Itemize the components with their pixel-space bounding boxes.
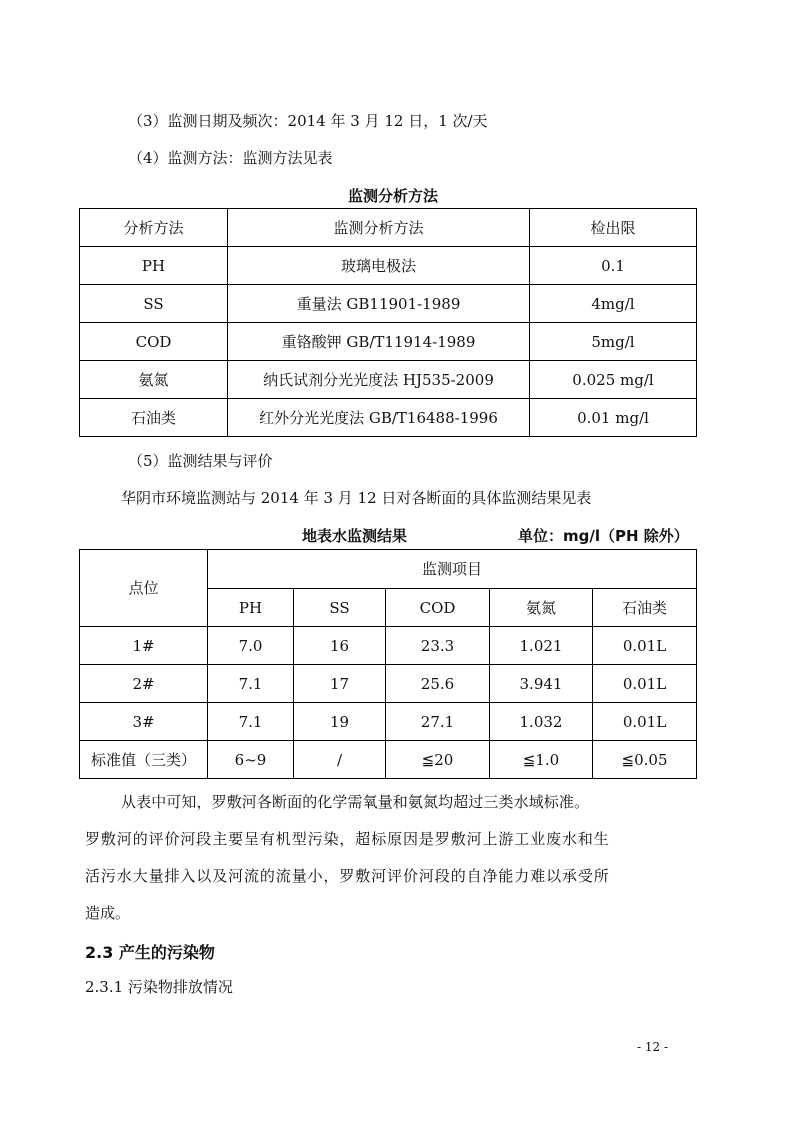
table-cell: ≦20 bbox=[386, 741, 490, 779]
table-cell: 23.3 bbox=[386, 627, 490, 665]
table-cell: 1.021 bbox=[490, 627, 593, 665]
table-cell: ≦0.05 bbox=[593, 741, 697, 779]
table-row bbox=[80, 247, 697, 285]
table-cell: 7.1 bbox=[208, 703, 294, 741]
table-cell: 4mg/l bbox=[530, 285, 697, 323]
table-cell: 红外分光光度法 GB/T16488-1996 bbox=[228, 399, 530, 437]
analysis-method-table bbox=[79, 208, 697, 437]
table-cell: COD bbox=[80, 323, 228, 361]
table-row bbox=[80, 361, 697, 399]
table-cell: 0.01L bbox=[593, 627, 697, 665]
table-cell: 玻璃电极法 bbox=[228, 247, 530, 285]
table-cell: 1.032 bbox=[490, 703, 593, 741]
table-cell: 2# bbox=[80, 665, 208, 703]
table-cell: 0.025 mg/l bbox=[530, 361, 697, 399]
table1-header: 分析方法 bbox=[80, 209, 228, 247]
table2-column-header: PH bbox=[208, 589, 294, 627]
table2-column-header: COD bbox=[386, 589, 490, 627]
table-cell: 7.0 bbox=[208, 627, 294, 665]
section-heading: 2.3 产生的污染物 bbox=[85, 943, 215, 962]
table2-column-header: 石油类 bbox=[593, 589, 697, 627]
table-cell: ≦1.0 bbox=[490, 741, 593, 779]
table-cell: 0.1 bbox=[530, 247, 697, 285]
conclusion-line: 从表中可知，罗敷河各断面的化学需氧量和氨氮均超过三类水域标准。 bbox=[121, 793, 590, 811]
table-cell: / bbox=[294, 741, 386, 779]
table-cell: 重铬酸钾 GB/T11914-1989 bbox=[228, 323, 530, 361]
table-cell: SS bbox=[80, 285, 228, 323]
table-row bbox=[80, 741, 697, 779]
table-cell: 0.01 mg/l bbox=[530, 399, 697, 437]
table-cell: 纳氏试剂分光光度法 HJ535-2009 bbox=[228, 361, 530, 399]
table-cell: 0.01L bbox=[593, 665, 697, 703]
monitoring-method-paragraph: （4）监测方法：监测方法见表 bbox=[128, 149, 333, 167]
point-header: 点位 bbox=[80, 550, 208, 627]
subsection-heading: 2.3.1 污染物排放情况 bbox=[85, 978, 233, 996]
table-cell: 3# bbox=[80, 703, 208, 741]
table-cell: 0.01L bbox=[593, 703, 697, 741]
table-cell: 1# bbox=[80, 627, 208, 665]
table-row bbox=[80, 665, 697, 703]
table-cell: 16 bbox=[294, 627, 386, 665]
table1-title: 监测分析方法 bbox=[348, 187, 439, 205]
table1-header: 检出限 bbox=[530, 209, 697, 247]
results-section-paragraph: （5）监测结果与评价 bbox=[128, 452, 273, 470]
table-row bbox=[80, 285, 697, 323]
conclusion-line: 罗敷河的评价河段主要呈有机型污染，超标原因是罗敷河上游工业废水和生 bbox=[85, 830, 610, 848]
monitoring-items-header: 监测项目 bbox=[208, 550, 697, 589]
table-cell: 7.1 bbox=[208, 665, 294, 703]
table-row bbox=[80, 627, 697, 665]
table-cell: 27.1 bbox=[386, 703, 490, 741]
table2-unit: 单位：mg/l（PH 除外） bbox=[518, 527, 689, 545]
table-cell: 5mg/l bbox=[530, 323, 697, 361]
table-cell: 19 bbox=[294, 703, 386, 741]
table-cell: 6~9 bbox=[208, 741, 294, 779]
conclusion-line: 活污水大量排入以及河流的流量小，罗敷河评价河段的自净能力难以承受所 bbox=[85, 867, 610, 885]
table2-title: 地表水监测结果 bbox=[302, 527, 408, 545]
table-cell: 标准值（三类） bbox=[80, 741, 208, 779]
results-intro-paragraph: 华阴市环境监测站与 2014 年 3 月 12 日对各断面的具体监测结果见表 bbox=[121, 489, 592, 507]
page-number: - 12 - bbox=[637, 1040, 669, 1054]
table2-column-header: SS bbox=[294, 589, 386, 627]
table-row bbox=[80, 399, 697, 437]
table-cell: 17 bbox=[294, 665, 386, 703]
table-row bbox=[80, 323, 697, 361]
table1-header: 监测分析方法 bbox=[228, 209, 530, 247]
table-cell: 25.6 bbox=[386, 665, 490, 703]
table2-column-header: 氨氮 bbox=[490, 589, 593, 627]
table-cell: 氨氮 bbox=[80, 361, 228, 399]
conclusion-line: 造成。 bbox=[85, 904, 131, 922]
table-cell: 重量法 GB11901-1989 bbox=[228, 285, 530, 323]
surface-water-results-table bbox=[79, 549, 697, 779]
table-cell: 石油类 bbox=[80, 399, 228, 437]
monitoring-date-paragraph: （3）监测日期及频次：2014 年 3 月 12 日，1 次/天 bbox=[128, 112, 488, 130]
table-cell: PH bbox=[80, 247, 228, 285]
table-row bbox=[80, 703, 697, 741]
table-cell: 3.941 bbox=[490, 665, 593, 703]
